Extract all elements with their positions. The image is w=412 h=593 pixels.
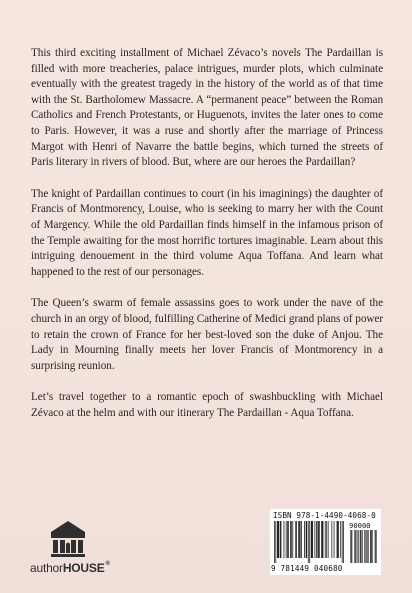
addon-bar (367, 530, 368, 563)
ean13-bar (337, 521, 338, 558)
building-columns-icon (50, 520, 86, 558)
ean13-bar (326, 521, 327, 558)
ean13-bar (308, 521, 309, 563)
ean13-bar (281, 521, 282, 558)
addon-bar (372, 530, 373, 563)
ean13-bar (337, 521, 338, 558)
ean13-bar (340, 521, 341, 558)
registered-mark: ® (105, 561, 110, 567)
price-code: 90000 (349, 521, 371, 530)
ean13-bar (311, 521, 312, 558)
ean13-bar (290, 521, 291, 558)
ean13-bar (292, 521, 293, 558)
addon-bar (366, 530, 367, 563)
ean13-bars (274, 521, 344, 563)
ean13-bar (298, 521, 299, 558)
ean13-bar (274, 521, 275, 563)
addon-bar (350, 530, 351, 563)
addon-bar (364, 530, 365, 563)
ean13-bar (304, 521, 305, 558)
ean13-bar (317, 521, 318, 558)
ean13-bar (296, 521, 297, 558)
ean13-bar (343, 521, 344, 563)
addon-bar (371, 530, 372, 563)
ean13-bar (300, 521, 301, 558)
ean13-bar (284, 521, 285, 558)
ean13-bar (331, 521, 332, 558)
ean13-bar (299, 521, 300, 558)
addon-bar (371, 530, 372, 563)
addon-bar (358, 530, 359, 563)
ean13-bar (342, 521, 343, 563)
ean13-bar (287, 521, 288, 558)
ean13-bar (301, 521, 302, 558)
addon-bar (370, 530, 371, 563)
addon-bar (351, 530, 352, 563)
ean13-bar (316, 521, 317, 558)
ean13-bar (306, 521, 307, 558)
addon-bar (375, 530, 376, 563)
addon-bar (360, 530, 361, 563)
ean13-bar (278, 521, 279, 558)
description-paragraph-2: The knight of Pardaillan continues to court (in his imaginings) the daughter of Francis of Montmorency, Louise, who is seeking to marry her with the Count of Margency. While the old Pardaillan finds himself in the infamous prison of the Temple awaiting for the most horrific tortures imaginable. Learn about this intriguing denouement in the third volume Aqua Toffana. And learn what happened to the rest of our personages. (31, 187, 383, 278)
isbn-label: ISBN 978-1-4490-4068-0 (273, 511, 376, 520)
ean13-bar (277, 521, 278, 558)
ean13-bar (318, 521, 319, 558)
addon-bar (365, 530, 366, 563)
ean13-bar (291, 521, 292, 558)
publisher-name (30, 561, 110, 575)
addon-bar (368, 530, 369, 563)
addon-bar (355, 530, 356, 563)
addon-bar (361, 530, 362, 563)
addon-bar (360, 530, 361, 563)
ean13-bar (334, 521, 335, 558)
addon-bar (376, 530, 377, 563)
ean13-bar (323, 521, 324, 558)
ean13-bar (278, 521, 279, 558)
addon-bar (375, 530, 376, 563)
ean13-bar (315, 521, 316, 558)
ean13-bar (338, 521, 339, 558)
description-paragraph-4: Let’s travel together to a romantic epoch of swashbuckling with Michael Zévaco at the helm and with our itinerary The Pardaillan - Aqua Toffana. (31, 391, 383, 419)
ean13-bar (328, 521, 329, 558)
ean13-bar (288, 521, 289, 558)
publisher-name-light: author (30, 561, 63, 575)
ean13-bar (325, 521, 326, 558)
book-description (31, 46, 383, 437)
ean13-bar (321, 521, 322, 558)
addon-bar (356, 530, 357, 563)
publisher-logo (30, 520, 140, 580)
ean13-bar (306, 521, 307, 558)
publisher-name-bold: HOUSE (62, 561, 105, 575)
barcode-digits: 9 781449 040680 (271, 564, 343, 573)
ean13-bar (319, 521, 320, 558)
ean13-bar (312, 521, 313, 558)
ean13-bar (275, 521, 276, 563)
addon-bar (354, 530, 355, 563)
ean13-bar (280, 521, 281, 558)
addon-bar (362, 530, 363, 563)
ean13-bar (295, 521, 296, 558)
ean13-bar (312, 521, 313, 558)
addon-bar (357, 530, 358, 563)
ean13-bar (286, 521, 287, 558)
ean13-bar (322, 521, 323, 558)
addon-bars (350, 530, 377, 563)
addon-bar (352, 530, 353, 563)
ean13-bar (309, 521, 310, 563)
description-paragraph-3: The Queen’s swarm of female assassins goes to work under the nave of the church in an orgy of blood, fulfilling Catherine of Medici grand plans of power to retain the crown of France for her best-loved son the duke of Anjou. The Lady in Mourning finally meets her lover Francis of Montmorency in a surprising reunion. (31, 297, 383, 372)
description-paragraph-1: This third exciting installment of Michael Zévaco’s novels The Pardaillan is filled with more treacheries, palace intrigues, murder plots, which culminate eventually with the greatest tragedy in the history of the world as of that time with the St. Bartholomew Massacre. A “permanent peace” between the Roman Catholics and French Protestants, or Huguenots, invites the later ones to come to Paris. However, it was a ruse and shortly after the marriage of Princess Margot with Henri of Navarre the battle begins, which turned the streets of Paris literary in rivers of blood. But, where are our heroes the Pardaillan? (31, 47, 383, 169)
isbn-barcode (270, 509, 381, 575)
